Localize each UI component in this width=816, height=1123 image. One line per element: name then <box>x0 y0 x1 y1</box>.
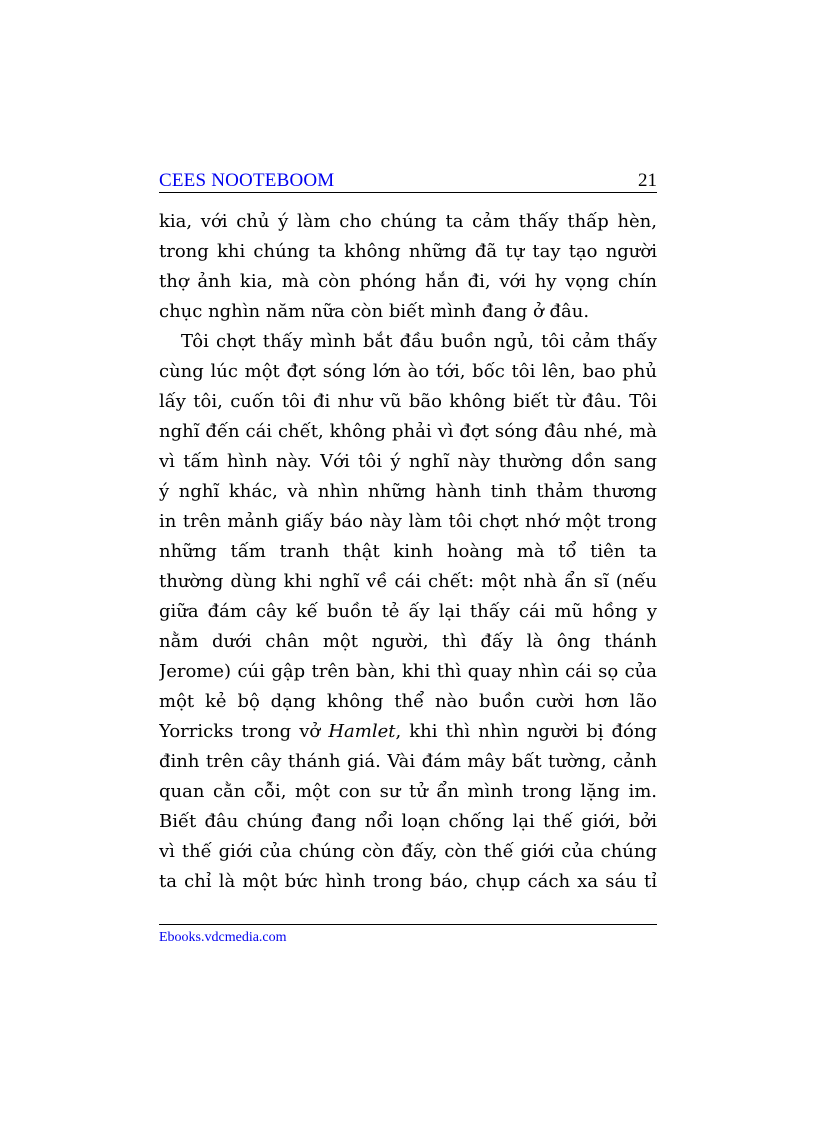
text-line: ta chỉ là một bức hình trong báo, chụp cách xa sáu tỉ <box>159 871 657 892</box>
text-line: kia, với chủ ý làm cho chúng ta cảm thấy thấp hèn, <box>159 211 657 232</box>
page-header <box>159 170 657 193</box>
text-line: giữa đám cây kế buồn tẻ ấy lại thấy cái mũ hồng y <box>159 601 657 622</box>
text-line: thường dùng khi nghĩ về cái chết: một nhà ẩn sĩ (nếu <box>159 571 657 592</box>
footer-source-link[interactable]: Ebooks.vdcmedia.com <box>159 930 287 945</box>
body-text <box>159 207 657 897</box>
text-line: nghĩ đến cái chết, không phải vì đợt sóng đâu nhé, mà <box>159 421 657 442</box>
text-line: cùng lúc một đợt sóng lớn ào tới, bốc tôi lên, bao phủ <box>159 361 657 382</box>
text-line: một kẻ bộ dạng không thể nào buồn cười hơn lão <box>159 691 657 712</box>
footer-divider <box>159 924 657 925</box>
text-line: Jerome) cúi gập trên bàn, khi thì quay nhìn cái sọ của <box>159 661 657 682</box>
text-line: ý nghĩ khác, và nhìn những hành tinh thảm thương <box>159 481 657 502</box>
play-title-hamlet: Hamlet <box>328 721 396 742</box>
paragraph-first-line: Tôi chợt thấy mình bắt đầu buồn ngủ, tôi cảm thấy <box>181 331 657 352</box>
text-segment: , khi thì nhìn người bị đóng <box>395 721 657 742</box>
text-line: thợ ảnh kia, mà còn phóng hắn đi, với hy vọng chín <box>159 271 657 292</box>
text-line: đinh trên cây thánh giá. Vài đám mây bất tường, cảnh <box>159 751 657 772</box>
text-line: những tấm tranh thật kinh hoàng mà tổ tiên ta <box>159 541 657 562</box>
text-line: lấy tôi, cuốn tôi đi như vũ bão không biết từ đâu. Tôi <box>159 391 657 412</box>
text-line: nằm dưới chân một người, thì đấy là ông thánh <box>159 631 657 652</box>
text-segment: Yorricks trong vở <box>159 721 329 742</box>
text-line: vì thế giới của chúng còn đấy, còn thế giới của chúng <box>159 841 657 862</box>
running-head-author: CEES NOOTEBOOM <box>159 170 335 191</box>
text-line: trong khi chúng ta không những đã tự tay tạo người <box>159 241 657 262</box>
text-line: Biết đâu chúng đang nổi loạn chống lại thế giới, bởi <box>159 811 657 832</box>
text-line: vì tấm hình này. Với tôi ý nghĩ này thường dồn sang <box>159 451 657 472</box>
text-line: in trên mảnh giấy báo này làm tôi chợt nhớ một trong <box>159 511 657 532</box>
text-line: chục nghìn năm nữa còn biết mình đang ở đâu. <box>159 301 590 322</box>
page-number: 21 <box>638 170 657 191</box>
text-line: quan cằn cỗi, một con sư tử ẩn mình trong lặng im. <box>159 781 657 802</box>
text-line-with-title <box>159 717 657 747</box>
